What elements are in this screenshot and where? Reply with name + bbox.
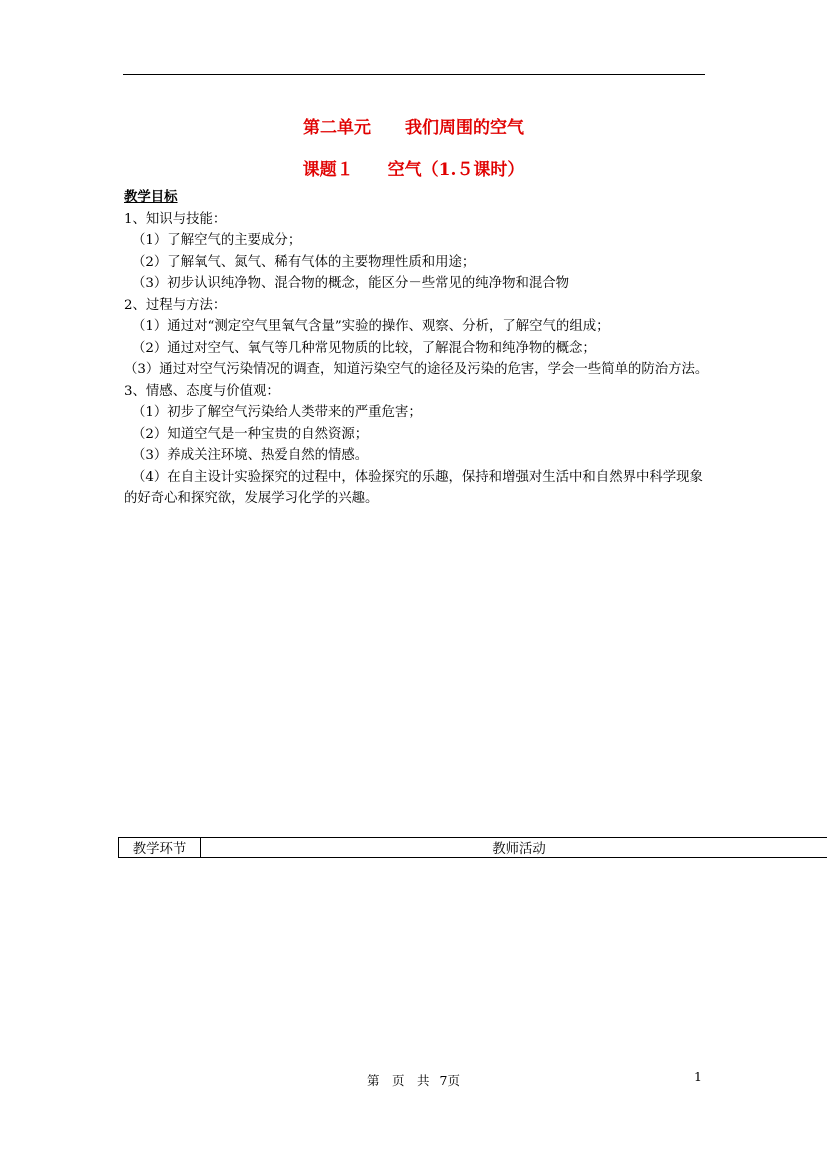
table-header-stage: 教学环节: [119, 838, 201, 858]
objective-item: （4）在自主设计实验探究的过程中，体验探究的乐趣，保持和增强对生活中和自然界中科学现象的好奇心和探究欲，发展学习化学的兴趣。: [124, 469, 703, 506]
objective-item: （2）知道空气是一种宝贵的自然资源；: [132, 426, 369, 442]
objective-item: （3）养成关注环境、热爱自然的情感。: [132, 448, 369, 463]
objective-item: （3）通过对空气污染情况的调查，知道污染空气的途径及污染的危害，学会一些简单的防治方法。: [124, 362, 709, 377]
page-footer: 第 页 共 7页: [367, 1073, 460, 1088]
table-header-row: [119, 838, 827, 858]
lesson-title: 课题１ 空气（1.５课时）: [302, 160, 525, 180]
objective-item: （2）通过对空气、氧气等几种常见物质的比较，了解混合物和纯净物的概念；: [132, 340, 596, 356]
section-title: 2、过程与方法：: [124, 297, 227, 313]
page-number: 1: [694, 1069, 702, 1084]
objectives-heading: 教学目标: [124, 189, 178, 205]
header-rule: [123, 74, 705, 75]
table-header-teacher: 教师活动: [201, 838, 827, 858]
unit-title: 第二单元 我们周围的空气: [303, 118, 524, 138]
objective-item: （3）初步认识纯净物、混合物的概念，能区分－些常见的纯净物和混合物: [132, 276, 570, 291]
section-title: 1、知识与技能：: [124, 211, 227, 227]
objective-item: （2）了解氧气、氮气、稀有气体的主要物理性质和用途；: [132, 254, 476, 270]
objective-item: （1）了解空气的主要成分；: [132, 233, 302, 248]
objective-item: （1）通过对“测定空气里氧气含量”实验的操作、观察、分析，了解空气的组成；: [132, 319, 610, 334]
teaching-table: [118, 837, 827, 858]
objective-item: （1）初步了解空气污染给人类带来的严重危害；: [132, 405, 422, 420]
section-title: 3、情感、态度与价值观：: [124, 383, 280, 399]
objectives-section: [124, 187, 709, 510]
